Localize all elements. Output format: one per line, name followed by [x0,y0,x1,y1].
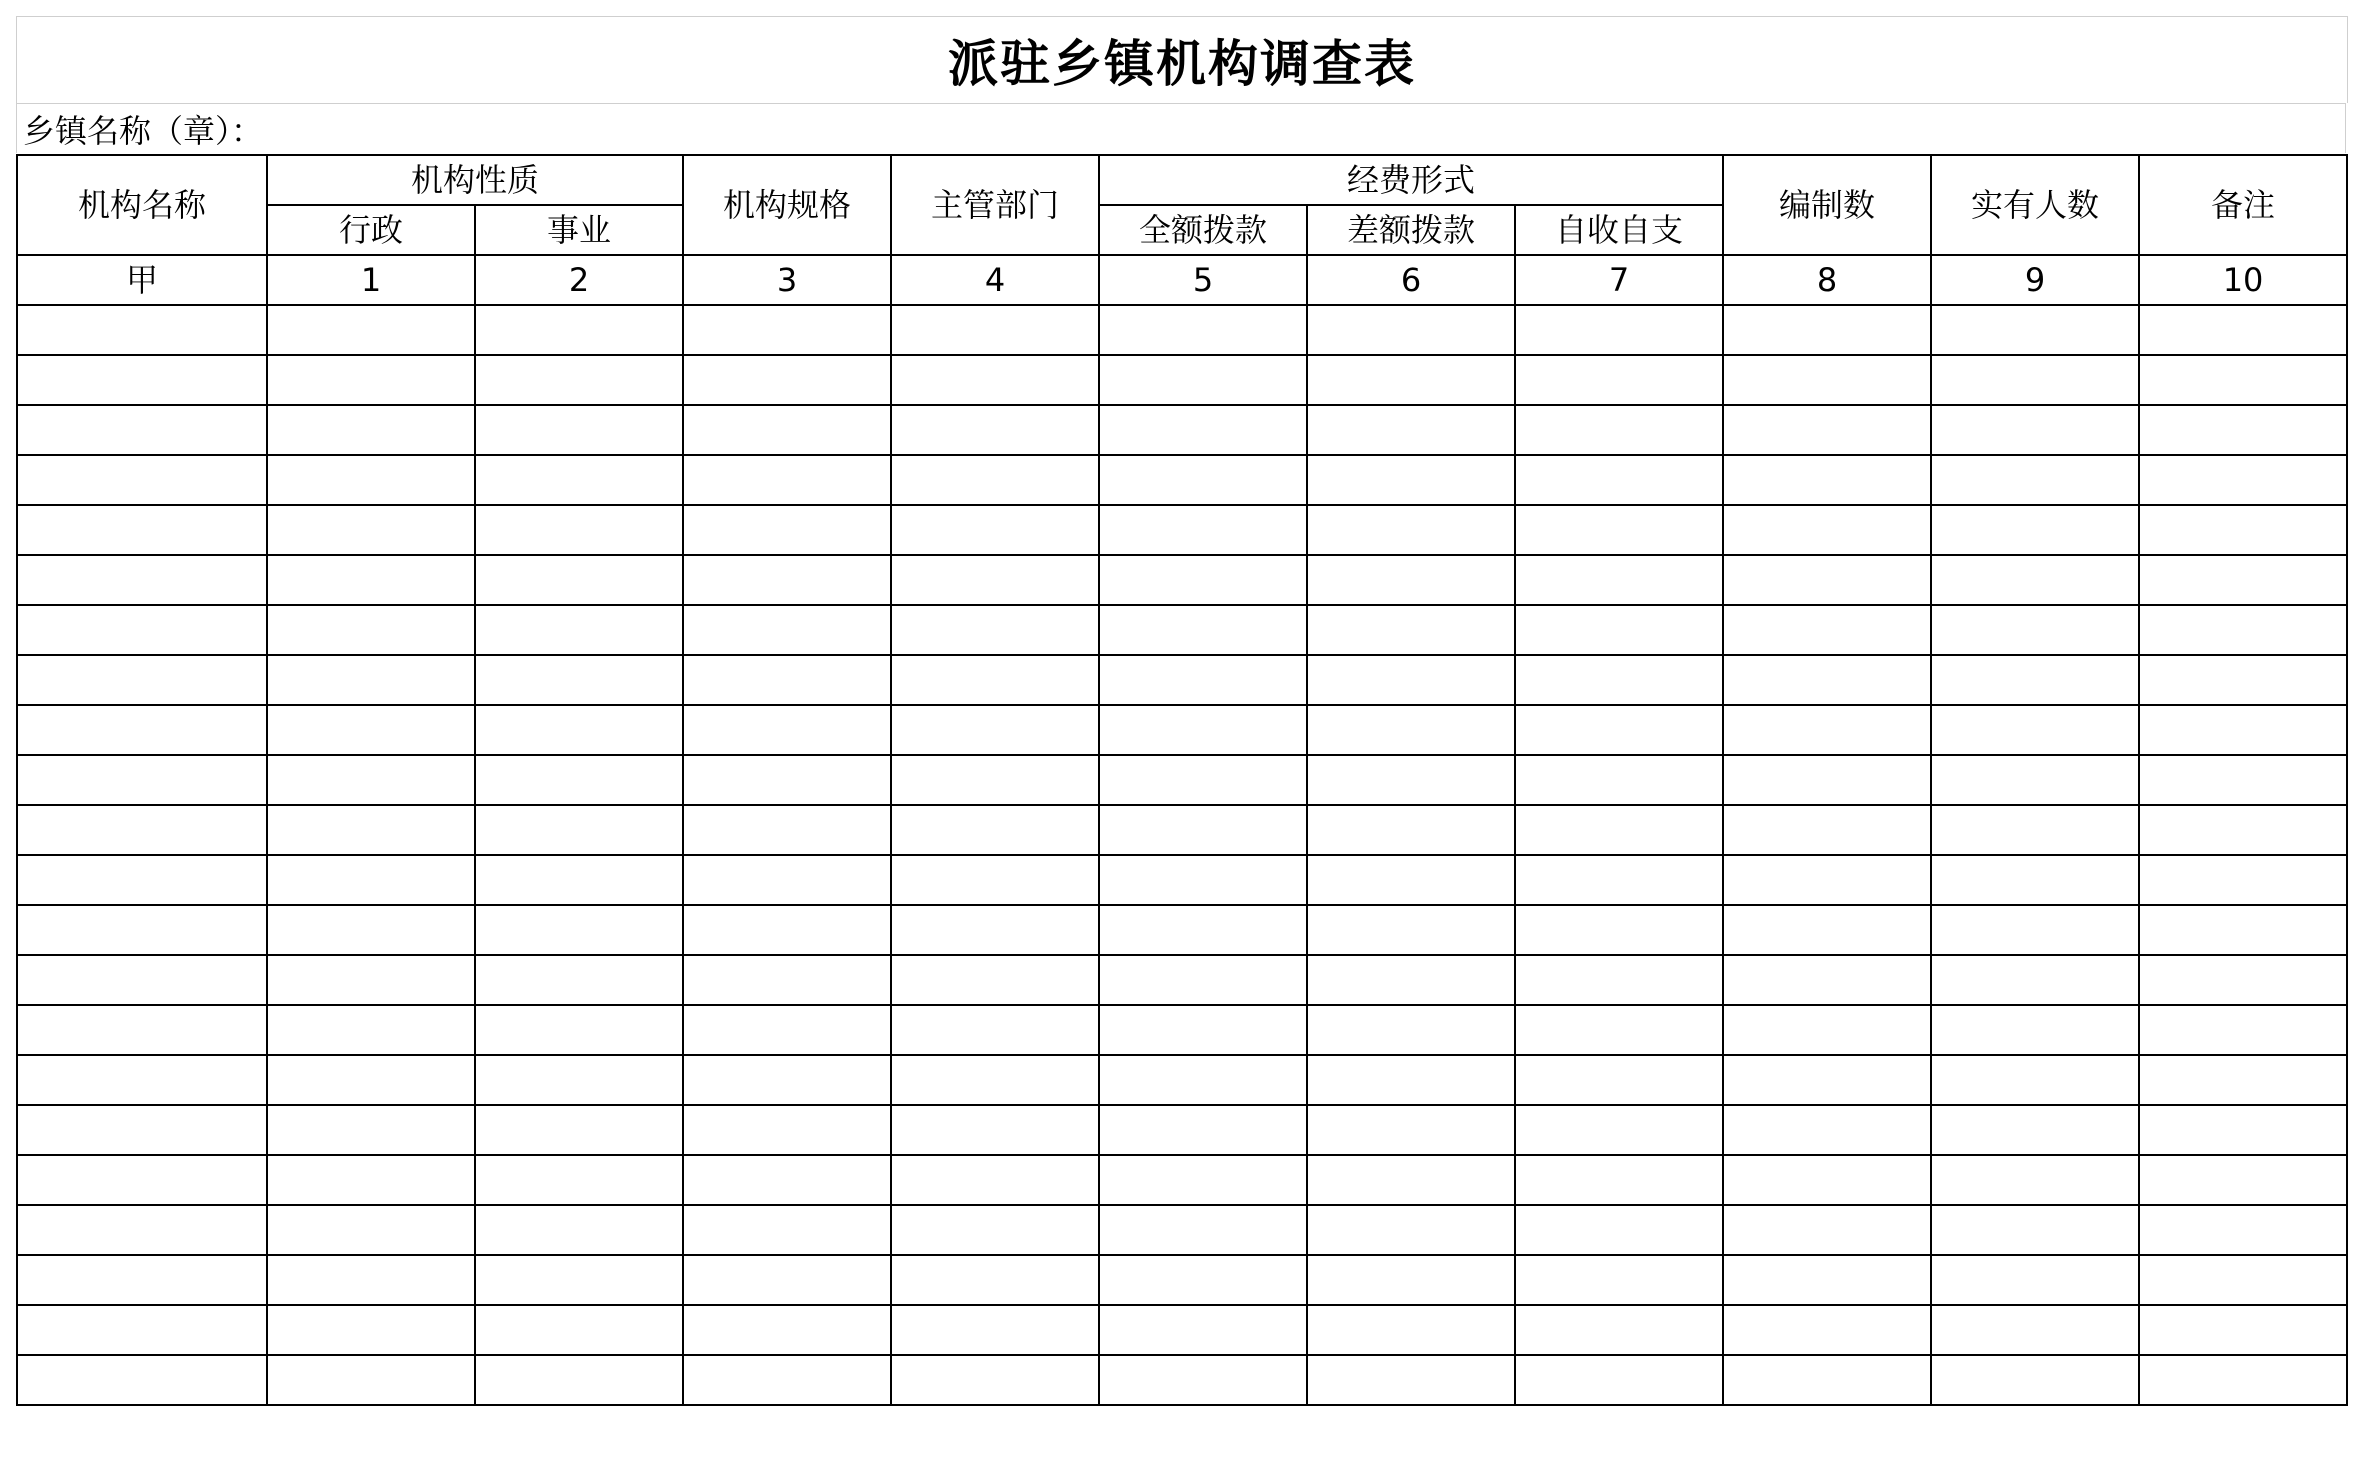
table-cell[interactable] [1307,955,1515,1005]
table-cell[interactable] [1515,755,1723,805]
table-cell[interactable] [1931,505,2139,555]
table-row [17,555,2347,605]
table-row [17,605,2347,655]
table-cell[interactable] [891,1205,1099,1255]
table-cell[interactable] [1931,905,2139,955]
table-cell[interactable] [891,405,1099,455]
table-cell[interactable] [1099,1305,1307,1355]
table-cell[interactable] [2139,1355,2347,1405]
table-cell[interactable] [1307,805,1515,855]
table-cell[interactable] [1307,405,1515,455]
table-cell[interactable] [891,1105,1099,1155]
table-cell[interactable] [1931,805,2139,855]
table-cell[interactable] [267,305,475,355]
table-row [17,905,2347,955]
table-cell[interactable] [17,1255,267,1305]
table-cell[interactable] [683,305,891,355]
table-cell[interactable] [17,905,267,955]
table-cell[interactable] [1515,555,1723,605]
table-cell[interactable] [1723,505,1931,555]
table-cell[interactable] [1723,1355,1931,1405]
table-cell[interactable] [1723,955,1931,1005]
table-cell[interactable] [1723,705,1931,755]
table-cell[interactable] [1723,905,1931,955]
table-cell[interactable] [1931,405,2139,455]
table-cell[interactable] [2139,955,2347,1005]
table-cell[interactable] [1099,355,1307,405]
table-cell[interactable] [1931,955,2139,1005]
table-cell[interactable] [1515,305,1723,355]
table-cell[interactable] [1099,1155,1307,1205]
table-cell[interactable] [475,505,683,555]
table-cell[interactable] [17,455,267,505]
table-cell[interactable] [1515,1055,1723,1105]
table-cell[interactable] [1723,1105,1931,1155]
table-cell[interactable] [17,805,267,855]
survey-table [16,154,2348,1406]
table-cell[interactable] [2139,555,2347,605]
table-cell[interactable] [1723,855,1931,905]
table-cell[interactable] [1931,355,2139,405]
table-cell[interactable] [1515,1005,1723,1055]
table-cell[interactable] [475,305,683,355]
table-cell[interactable] [891,605,1099,655]
table-cell[interactable] [1307,655,1515,705]
table-cell[interactable] [1307,1305,1515,1355]
table-cell[interactable] [267,555,475,605]
table-row [17,1205,2347,1255]
table-cell[interactable] [1515,1305,1723,1355]
table-cell[interactable] [267,1355,475,1405]
table-cell[interactable] [1307,305,1515,355]
table-cell[interactable] [683,905,891,955]
table-row [17,1155,2347,1205]
table-cell[interactable] [17,1355,267,1405]
table-cell[interactable] [1723,1205,1931,1255]
table-cell[interactable] [1931,1005,2139,1055]
index-cell: 3 [683,255,891,305]
table-cell[interactable] [1307,1355,1515,1405]
header-remarks: 备注 [2139,155,2347,255]
table-cell[interactable] [2139,1205,2347,1255]
table-cell[interactable] [1723,355,1931,405]
table-cell[interactable] [2139,655,2347,705]
table-cell[interactable] [475,1005,683,1055]
table-cell[interactable] [891,1355,1099,1405]
table-cell[interactable] [475,1205,683,1255]
table-cell[interactable] [17,405,267,455]
table-cell[interactable] [1723,755,1931,805]
table-cell[interactable] [1307,505,1515,555]
table-cell[interactable] [1723,555,1931,605]
table-cell[interactable] [891,805,1099,855]
table-cell[interactable] [1931,1205,2139,1255]
table-cell[interactable] [1931,305,2139,355]
table-cell[interactable] [891,1055,1099,1105]
table-cell[interactable] [17,1105,267,1155]
table-cell[interactable] [1307,1005,1515,1055]
table-cell[interactable] [267,405,475,455]
table-cell[interactable] [891,455,1099,505]
table-cell[interactable] [1099,1005,1307,1055]
table-cell[interactable] [1099,705,1307,755]
table-cell[interactable] [2139,805,2347,855]
table-cell[interactable] [1099,1355,1307,1405]
table-cell[interactable] [683,705,891,755]
table-cell[interactable] [1099,805,1307,855]
table-row [17,1005,2347,1055]
table-cell[interactable] [475,405,683,455]
table-cell[interactable] [1515,805,1723,855]
table-row [17,955,2347,1005]
table-cell[interactable] [683,955,891,1005]
table-cell[interactable] [683,1005,891,1055]
table-cell[interactable] [267,1205,475,1255]
table-row [17,505,2347,555]
table-cell[interactable] [475,1305,683,1355]
table-cell[interactable] [2139,905,2347,955]
table-cell[interactable] [1307,905,1515,955]
index-cell: 9 [1931,255,2139,305]
table-cell[interactable] [891,955,1099,1005]
table-cell[interactable] [17,305,267,355]
table-cell[interactable] [683,1155,891,1205]
table-cell[interactable] [891,355,1099,405]
table-cell[interactable] [2139,1105,2347,1155]
table-cell[interactable] [475,455,683,505]
table-cell[interactable] [1931,455,2139,505]
table-cell[interactable] [1931,1055,2139,1105]
table-cell[interactable] [267,1305,475,1355]
table-cell[interactable] [267,955,475,1005]
table-cell[interactable] [1515,905,1723,955]
table-cell[interactable] [2139,605,2347,655]
table-cell[interactable] [17,605,267,655]
table-cell[interactable] [1099,1055,1307,1105]
table-cell[interactable] [1099,1105,1307,1155]
table-cell[interactable] [1723,805,1931,855]
table-cell[interactable] [2139,705,2347,755]
table-cell[interactable] [1931,1105,2139,1155]
table-cell[interactable] [1515,705,1723,755]
header-org-level: 机构规格 [683,155,891,255]
table-row [17,1355,2347,1405]
table-row [17,1105,2347,1155]
index-cell: 2 [475,255,683,305]
table-cell[interactable] [17,555,267,605]
table-cell[interactable] [1307,1255,1515,1305]
table-cell[interactable] [475,1255,683,1305]
table-cell[interactable] [2139,505,2347,555]
table-cell[interactable] [891,1155,1099,1205]
table-cell[interactable] [1931,755,2139,805]
table-cell[interactable] [475,655,683,705]
table-cell[interactable] [1723,305,1931,355]
table-cell[interactable] [475,555,683,605]
index-cell: 7 [1515,255,1723,305]
table-cell[interactable] [1723,1155,1931,1205]
header-supervising-dept: 主管部门 [891,155,1099,255]
table-row [17,705,2347,755]
table-cell[interactable] [683,555,891,605]
table-cell[interactable] [17,1155,267,1205]
table-cell[interactable] [1723,455,1931,505]
table-cell[interactable] [1515,405,1723,455]
table-cell[interactable] [17,1305,267,1355]
table-cell[interactable] [1931,1155,2139,1205]
table-cell[interactable] [891,705,1099,755]
table-cell[interactable] [475,955,683,1005]
table-cell[interactable] [1515,955,1723,1005]
table-row [17,355,2347,405]
table-cell[interactable] [891,755,1099,805]
table-cell[interactable] [17,1005,267,1055]
table-cell[interactable] [2139,1155,2347,1205]
table-cell[interactable] [683,1355,891,1405]
index-cell: 4 [891,255,1099,305]
table-cell[interactable] [475,1105,683,1155]
index-row [17,255,2347,305]
table-cell[interactable] [891,555,1099,605]
table-cell[interactable] [267,855,475,905]
table-cell[interactable] [1515,1205,1723,1255]
table-cell[interactable] [1099,1255,1307,1305]
table-cell[interactable] [17,1205,267,1255]
table-cell[interactable] [475,705,683,755]
table-cell[interactable] [267,1255,475,1305]
table-cell[interactable] [17,505,267,555]
table-cell[interactable] [683,605,891,655]
table-cell[interactable] [1723,1005,1931,1055]
table-cell[interactable] [267,755,475,805]
header-self-funded: 自收自支 [1515,205,1723,255]
table-cell[interactable] [1099,955,1307,1005]
table-cell[interactable] [267,355,475,405]
table-cell[interactable] [1931,855,2139,905]
table-cell[interactable] [1307,1155,1515,1205]
table-cell[interactable] [891,305,1099,355]
header-org-name: 机构名称 [17,155,267,255]
table-cell[interactable] [1307,1055,1515,1105]
table-cell[interactable] [475,1055,683,1105]
header-differential-allocation: 差额拨款 [1307,205,1515,255]
table-cell[interactable] [17,705,267,755]
table-cell[interactable] [891,905,1099,955]
table-cell[interactable] [1515,355,1723,405]
table-cell[interactable] [2139,355,2347,405]
table-cell[interactable] [475,1155,683,1205]
index-cell: 1 [267,255,475,305]
table-cell[interactable] [1307,555,1515,605]
table-cell[interactable] [267,905,475,955]
table-cell[interactable] [1099,655,1307,705]
table-cell[interactable] [17,655,267,705]
table-cell[interactable] [1099,755,1307,805]
table-cell[interactable] [683,1255,891,1305]
index-cell: 8 [1723,255,1931,305]
table-row [17,1255,2347,1305]
table-row [17,805,2347,855]
table-cell[interactable] [683,755,891,805]
table-cell[interactable] [1723,605,1931,655]
table-cell[interactable] [683,355,891,405]
table-cell[interactable] [1515,1155,1723,1205]
table-cell[interactable] [1307,605,1515,655]
table-cell[interactable] [1931,655,2139,705]
header-staffing-quota: 编制数 [1723,155,1931,255]
table-row [17,1055,2347,1105]
table-cell[interactable] [17,355,267,405]
table-cell[interactable] [475,1355,683,1405]
header-funding-form: 经费形式 [1099,155,1723,205]
table-cell[interactable] [683,805,891,855]
table-cell[interactable] [475,605,683,655]
table-cell[interactable] [1515,855,1723,905]
table-cell[interactable] [1723,1255,1931,1305]
table-cell[interactable] [1515,455,1723,505]
table-row [17,655,2347,705]
table-cell[interactable] [1307,755,1515,805]
table-cell[interactable] [1307,1205,1515,1255]
table-cell[interactable] [475,905,683,955]
table-row [17,1305,2347,1355]
header-admin: 行政 [267,205,475,255]
table-cell[interactable] [475,355,683,405]
index-cell: 10 [2139,255,2347,305]
table-cell[interactable] [1099,905,1307,955]
table-cell[interactable] [17,855,267,905]
index-cell: 甲 [17,255,267,305]
table-cell[interactable] [475,755,683,805]
table-cell[interactable] [2139,755,2347,805]
table-cell[interactable] [1515,1105,1723,1155]
index-cell: 6 [1307,255,1515,305]
table-row [17,305,2347,355]
table-cell[interactable] [1931,605,2139,655]
table-cell[interactable] [1099,555,1307,605]
header-actual-staff: 实有人数 [1931,155,2139,255]
table-cell[interactable] [891,505,1099,555]
table-cell[interactable] [1307,1105,1515,1155]
table-cell[interactable] [267,505,475,555]
table-cell[interactable] [267,1105,475,1155]
table-cell[interactable] [683,855,891,905]
table-cell[interactable] [475,855,683,905]
header-public-institution: 事业 [475,205,683,255]
table-cell[interactable] [1515,505,1723,555]
table-cell[interactable] [2139,405,2347,455]
table-cell[interactable] [1931,1255,2139,1305]
table-cell[interactable] [17,1055,267,1105]
table-cell[interactable] [1307,455,1515,505]
table-cell[interactable] [683,505,891,555]
table-cell[interactable] [267,705,475,755]
table-cell[interactable] [1515,655,1723,705]
table-cell[interactable] [683,455,891,505]
table-cell[interactable] [2139,455,2347,505]
table-cell[interactable] [683,405,891,455]
survey-sheet [16,16,2348,1456]
table-cell[interactable] [1099,405,1307,455]
table-cell[interactable] [1723,405,1931,455]
table-cell[interactable] [1307,355,1515,405]
table-cell[interactable] [1099,505,1307,555]
table-cell[interactable] [683,1055,891,1105]
township-name-label: 乡镇名称（章）： [16,103,2346,153]
table-row [17,855,2347,905]
table-cell[interactable] [2139,855,2347,905]
table-cell[interactable] [1099,305,1307,355]
table-cell[interactable] [267,1155,475,1205]
table-cell[interactable] [1099,455,1307,505]
table-cell[interactable] [2139,1005,2347,1055]
table-cell[interactable] [267,605,475,655]
header-full-allocation: 全额拨款 [1099,205,1307,255]
table-cell[interactable] [267,1055,475,1105]
table-cell[interactable] [2139,1255,2347,1305]
table-cell[interactable] [1931,1355,2139,1405]
table-cell[interactable] [1515,1255,1723,1305]
table-cell[interactable] [891,655,1099,705]
table-cell[interactable] [267,655,475,705]
table-cell[interactable] [1099,855,1307,905]
sheet-title: 派驻乡镇机构调查表 [16,16,2348,103]
header-org-nature: 机构性质 [267,155,683,205]
table-row [17,455,2347,505]
table-cell[interactable] [17,755,267,805]
table-cell[interactable] [2139,305,2347,355]
table-cell[interactable] [2139,1055,2347,1105]
table-cell[interactable] [17,955,267,1005]
table-cell[interactable] [683,1105,891,1155]
table-cell[interactable] [1515,605,1723,655]
table-cell[interactable] [891,1005,1099,1055]
table-cell[interactable] [683,1305,891,1355]
index-cell: 5 [1099,255,1307,305]
table-cell[interactable] [683,655,891,705]
table-cell[interactable] [2139,1305,2347,1355]
table-cell[interactable] [267,805,475,855]
table-cell[interactable] [1099,1205,1307,1255]
table-cell[interactable] [1307,705,1515,755]
table-cell[interactable] [1931,555,2139,605]
table-cell[interactable] [475,805,683,855]
table-cell[interactable] [1515,1355,1723,1405]
table-cell[interactable] [1931,705,2139,755]
table-cell[interactable] [1931,1305,2139,1355]
table-cell[interactable] [891,855,1099,905]
table-row [17,755,2347,805]
table-cell[interactable] [1307,855,1515,905]
table-cell[interactable] [1723,1055,1931,1105]
header-row-1 [17,155,2347,205]
table-cell[interactable] [683,1205,891,1255]
table-cell[interactable] [1099,605,1307,655]
table-cell[interactable] [1723,1305,1931,1355]
table-cell[interactable] [891,1305,1099,1355]
table-row [17,405,2347,455]
table-cell[interactable] [267,1005,475,1055]
table-cell[interactable] [1723,655,1931,705]
table-cell[interactable] [267,455,475,505]
table-cell[interactable] [891,1255,1099,1305]
